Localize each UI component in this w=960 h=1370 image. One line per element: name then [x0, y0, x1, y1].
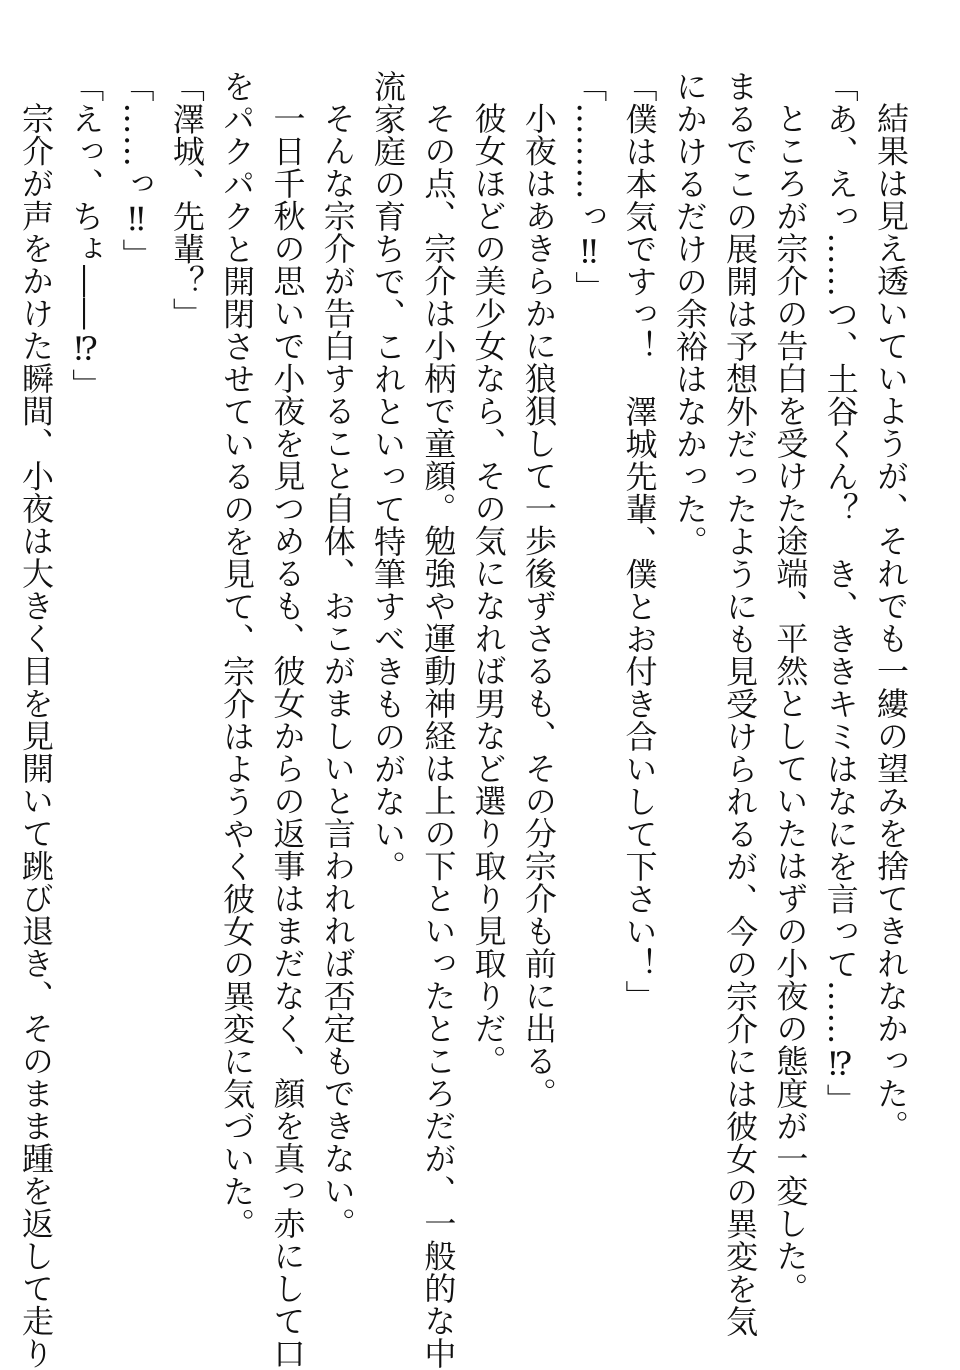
text-line-10: その点、宗介は小柄で童顔。勉強や運動神経は上の下といったところだが、一般的な中 — [419, 102, 458, 1370]
text-line-11: 流家庭の育ちで、これといって特筆すべきものがない。 — [369, 70, 408, 883]
text-line-12: そんな宗介が告白すること自体、おこがましいと言われれば否定もできない。 — [318, 102, 357, 1240]
vertical-text-body — [11, 70, 916, 1370]
text-line-17: 「えっ、ちょ――⁉」 — [67, 70, 106, 401]
text-line-7: 「………っ‼」 — [570, 70, 609, 304]
text-line-8: 小夜はあきらかに狼狽して一歩後ずさるも、その分宗介も前に出る。 — [519, 102, 558, 1110]
text-line-9: 彼女ほどの美少女なら、その気になれば男など選り取り見取りだ。 — [469, 102, 508, 1077]
text-line-18: 宗介が声をかけた瞬間、小夜は大きく目を見開いて跳び退き、そのまま踵を返して走り — [16, 102, 55, 1370]
text-line-13: 一日千秋の思いで小夜を見つめるも、彼女からの返事はまだなく、顔を真っ赤にして口 — [268, 102, 307, 1370]
text-line-15: 「澤城、先輩？」 — [167, 70, 206, 330]
text-line-3: ところが宗介の告白を受けた途端、平然としていたはずの小夜の態度が一変した。 — [771, 102, 810, 1305]
text-line-1: 結果は見え透いていようが、それでも一縷の望みを捨てきれなかった。 — [872, 102, 910, 1142]
text-line-14: をパクパクと開閉させているのを見て、宗介はようやく彼女の異変に気づいた。 — [218, 70, 257, 1240]
text-line-16: 「……っ‼」 — [117, 70, 156, 271]
text-line-6: 「僕は本気ですっ！ 澤城先輩、僕とお付き合いして下さい！」 — [620, 70, 659, 1013]
text-line-5: にかけるだけの余裕はなかった。 — [670, 70, 709, 558]
text-line-2: 「あ、えっ……つ、土谷くん？ き、ききキミはなにを言って……⁉」 — [821, 70, 860, 1116]
text-line-4: まるでこの展開は予想外だったようにも見受けられるが、今の宗介には彼女の異変を気 — [721, 70, 760, 1338]
